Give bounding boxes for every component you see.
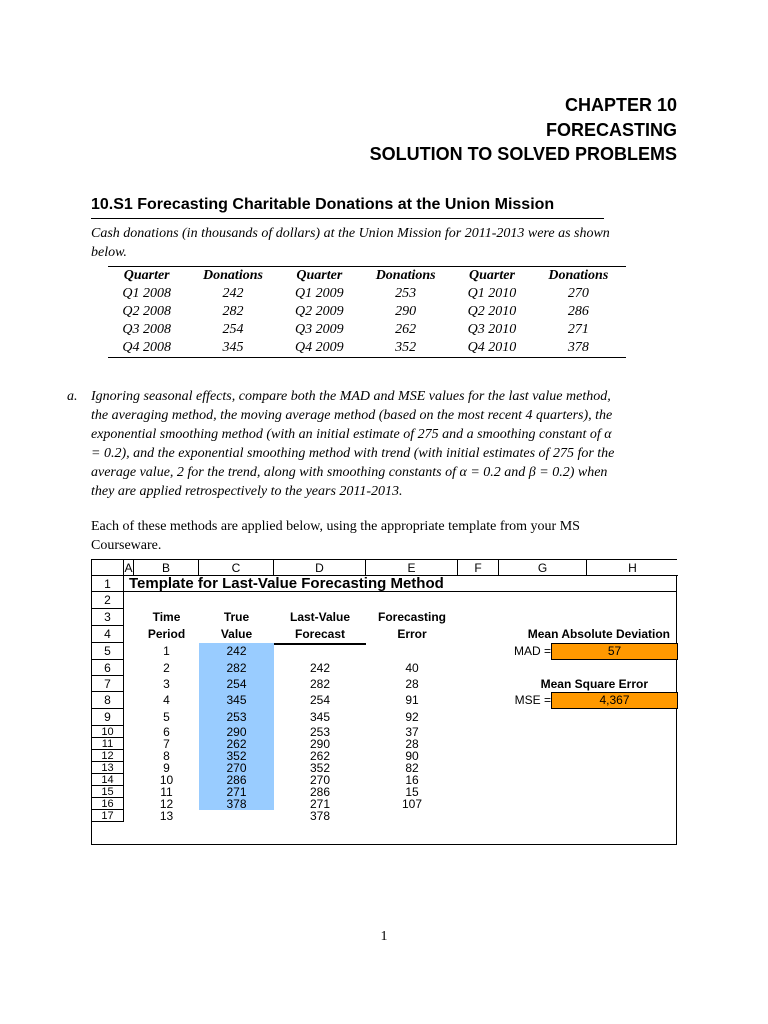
- part-a-line: the averaging method, the moving average method (based on the most recent 4 quarters), the: [91, 408, 613, 423]
- column-header: A: [124, 561, 133, 575]
- part-a-question: [91, 387, 691, 501]
- donations-table-cell: Q1 2009: [295, 286, 344, 301]
- row-header: 9: [92, 709, 124, 726]
- spreadsheet-corner: [92, 560, 124, 576]
- column-header: E: [366, 560, 458, 576]
- forecast-header: Forecast: [294, 627, 346, 641]
- error-cell: 82: [405, 761, 419, 775]
- donations-table-header-cell: Quarter: [123, 268, 170, 283]
- row-header: 10: [92, 726, 124, 738]
- intro-line: below.: [91, 245, 127, 260]
- value-header: Value: [220, 627, 253, 641]
- true-value-cell: 262: [226, 737, 247, 751]
- forecast-cell: 286: [309, 785, 331, 799]
- period-cell: 4: [163, 693, 170, 707]
- mse-title: Mean Square Error: [540, 677, 648, 691]
- period-cell: 2: [163, 661, 170, 675]
- row-header: 15: [92, 786, 124, 798]
- donations-table-cell: Q3 2009: [295, 322, 344, 337]
- chapter-number: CHAPTER 10: [564, 95, 677, 115]
- row-header: 12: [92, 750, 124, 762]
- true-value-cell: 352: [226, 749, 247, 763]
- donations-table-cell: Q4 2008: [122, 340, 171, 355]
- column-header: H: [587, 560, 678, 576]
- row-header: 13: [92, 762, 124, 774]
- donations-table-header-cell: Donations: [203, 268, 263, 283]
- page-number: 1: [380, 929, 388, 944]
- row-header: 2: [92, 592, 124, 609]
- true-header: True: [223, 610, 250, 624]
- forecast-cell: 378: [309, 809, 331, 823]
- row-header: 8: [92, 692, 124, 709]
- true-value-cell: 242: [226, 644, 247, 658]
- period-cell: 11: [160, 785, 173, 799]
- donations-table-cell: 262: [395, 322, 417, 337]
- mse-label: MSE =: [514, 693, 551, 707]
- error-cell: 90: [405, 749, 419, 763]
- time-header: Time: [152, 610, 181, 624]
- donations-table-cell: 352: [395, 340, 417, 355]
- mad-value: 57: [551, 643, 678, 660]
- section-underline: [91, 218, 604, 219]
- forecast-cell: 242: [309, 661, 331, 675]
- donations-table-cell: Q3 2010: [467, 322, 517, 337]
- donations-table-row: [108, 321, 626, 339]
- true-value-cell: 253: [226, 710, 247, 724]
- donations-table-cell: 290: [395, 304, 417, 319]
- period-cell: 8: [163, 749, 170, 763]
- donations-table-cell: Q1 2008: [122, 286, 171, 301]
- donations-table-cell: Q2 2009: [295, 304, 344, 319]
- chapter-title: FORECASTING: [545, 120, 677, 140]
- section-title: 10.S1 Forecasting Charitable Donations at the Union Mission: [91, 196, 555, 213]
- error-cell: 92: [405, 710, 419, 724]
- donations-table: [108, 266, 626, 358]
- row-header: 1: [92, 576, 124, 592]
- donations-table-cell: 271: [567, 322, 589, 337]
- forecast-block: [274, 643, 366, 645]
- row-header: 16: [92, 798, 124, 810]
- applied-line: Each of these methods are applied below, using the appropriate template from your MS: [91, 519, 580, 534]
- column-header: D: [274, 560, 366, 576]
- donations-table-header-cell: Quarter: [296, 268, 343, 283]
- row-header: 5: [92, 643, 124, 660]
- period-header: Period: [147, 627, 186, 641]
- part-a-line: exponential smoothing method (with an initial estimate of 275 and a smoothing constant of α: [91, 427, 612, 442]
- period-cell: 1: [163, 644, 170, 658]
- donations-table-cell: 345: [222, 340, 244, 355]
- donations-table-row: [108, 285, 626, 303]
- row-header: 3: [92, 609, 124, 626]
- error-header: Error: [397, 627, 427, 641]
- donations-table-cell: 270: [567, 286, 589, 301]
- forecast-cell: 352: [309, 761, 331, 775]
- spreadsheet: [91, 559, 677, 845]
- donations-table-cell: Q2 2010: [467, 304, 517, 319]
- error-cell: 91: [405, 693, 419, 707]
- donations-table-cell: 286: [567, 304, 589, 319]
- donations-table-cell: Q1 2010: [467, 286, 517, 301]
- donations-table-row: [108, 339, 626, 358]
- row-header: 7: [92, 676, 124, 692]
- row-header: 17: [92, 810, 124, 822]
- row-header: 4: [92, 626, 124, 643]
- forecast-cell: 345: [309, 710, 331, 724]
- donations-table-cell: Q4 2009: [295, 340, 344, 355]
- period-cell: 7: [163, 737, 170, 751]
- part-a-line: Ignoring seasonal effects, compare both the MAD and MSE values for the last value method,: [91, 389, 611, 404]
- column-header: G: [499, 560, 587, 576]
- donations-table-cell: 378: [567, 340, 589, 355]
- donations-table-header-cell: Donations: [548, 268, 609, 283]
- true-value-cell: 270: [226, 761, 247, 775]
- period-cell: 5: [163, 710, 170, 724]
- forecast-cell: 253: [309, 725, 331, 739]
- part-a-line: they are applied retrospectively to the years 2011-2013.: [91, 484, 403, 499]
- donations-table-cell: Q2 2008: [122, 304, 171, 319]
- period-cell: 12: [159, 797, 174, 811]
- column-header: B: [134, 560, 199, 576]
- true-value-cell: 282: [226, 661, 247, 675]
- true-value-cell: 254: [226, 677, 247, 691]
- period-cell: 10: [159, 773, 174, 787]
- last-value-header: Last-Value: [289, 610, 351, 624]
- part-a-line: = 0.2), and the exponential smoothing method with trend (with initial estimates of 275 for the: [91, 446, 615, 461]
- period-cell: 9: [163, 761, 170, 775]
- true-value-cell: 345: [226, 693, 247, 707]
- column-header: F: [458, 560, 499, 576]
- forecast-cell: 271: [309, 797, 331, 811]
- forecast-cell: 290: [309, 737, 331, 751]
- column-header: C: [199, 560, 274, 576]
- forecast-cell: 262: [309, 749, 331, 763]
- donations-table-header: [108, 267, 626, 286]
- true-value-cell: 290: [226, 725, 247, 739]
- applied-line: Courseware.: [91, 538, 162, 553]
- true-value-cell: 286: [226, 773, 247, 787]
- error-cell: 37: [405, 725, 419, 739]
- applied-paragraph: [91, 517, 691, 555]
- error-cell: 16: [405, 773, 419, 787]
- intro-line: Cash donations (in thousands of dollars) at the Union Mission for 2011-2013 were as shown: [91, 226, 610, 241]
- forecast-cell: 254: [309, 693, 331, 707]
- donations-table-row: [108, 303, 626, 321]
- forecast-cell: 282: [309, 677, 331, 691]
- row-header: 11: [92, 738, 124, 750]
- part-a-line: average value, 2 for the trend, along with smoothing constants of α = 0.2 and β = 0.2) when: [91, 465, 608, 480]
- period-cell: 13: [159, 809, 174, 823]
- donations-table-cell: 253: [395, 286, 417, 301]
- part-a-label: a.: [67, 389, 78, 404]
- donations-table-cell: Q3 2008: [122, 322, 171, 337]
- forecast-cell: 270: [309, 773, 331, 787]
- forecasting-header: Forecasting: [377, 610, 446, 624]
- row-header: 14: [92, 774, 124, 786]
- row-header: 6: [92, 660, 124, 676]
- error-cell: 40: [405, 661, 419, 675]
- period-cell: 6: [163, 725, 170, 739]
- spreadsheet-title: Template for Last-Value Forecasting Method: [129, 575, 444, 592]
- donations-table-cell: Q4 2010: [467, 340, 517, 355]
- true-value-cell: 378: [226, 797, 247, 811]
- intro-paragraph: [91, 224, 681, 262]
- donations-table-cell: 242: [222, 286, 244, 301]
- period-cell: 3: [163, 677, 170, 691]
- donations-table-cell: 254: [222, 322, 244, 337]
- donations-table-cell: 282: [222, 304, 244, 319]
- mad-title: Mean Absolute Deviation: [527, 627, 670, 641]
- error-cell: 28: [405, 677, 419, 691]
- true-value-cell: 271: [226, 785, 247, 799]
- chapter-subtitle: SOLUTION TO SOLVED PROBLEMS: [369, 144, 677, 164]
- donations-table-header-cell: Donations: [375, 268, 436, 283]
- mse-value: 4,367: [551, 692, 678, 709]
- mad-label: MAD =: [513, 644, 551, 658]
- error-cell: 15: [405, 785, 419, 799]
- donations-table-header-cell: Quarter: [469, 268, 515, 283]
- error-cell: 28: [405, 737, 419, 751]
- error-cell: 107: [401, 797, 423, 811]
